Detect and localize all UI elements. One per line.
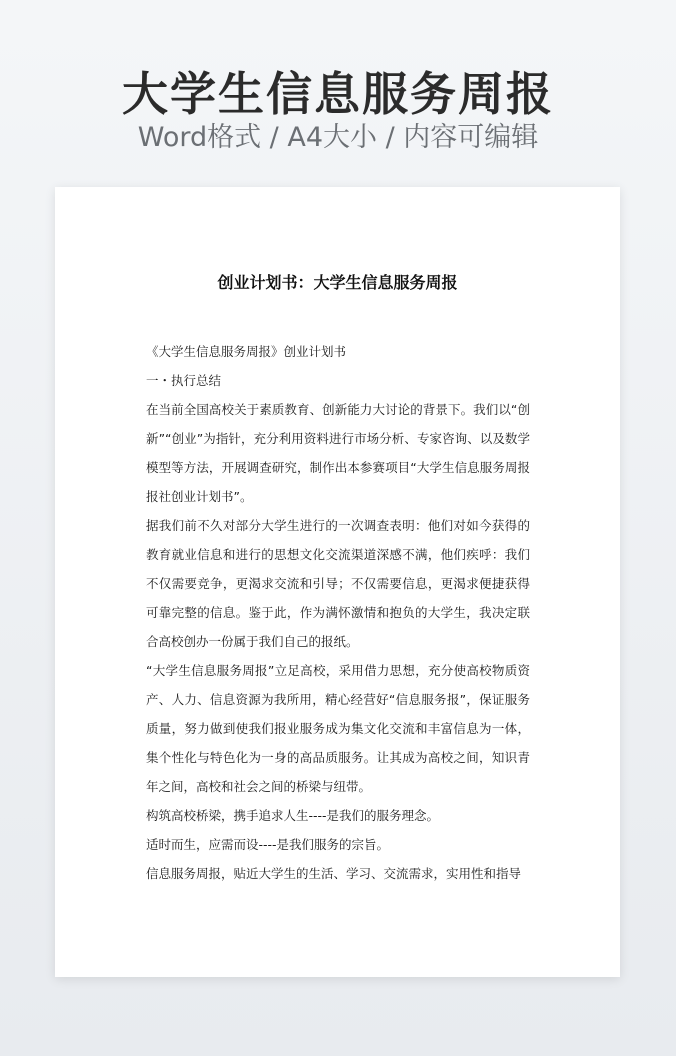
document-paragraph: 在当前全国高校关于素质教育、创新能力大讨论的背景下。我们以“创新”“创业”为指针，充分利用资料进行市场分析、专家咨询、以及数学模型等方法，开展调查研究，制作出本参赛项目“大学生信息服务周报报社创业计划书”。 — [146, 402, 530, 504]
document-paragraph: 《大学生信息服务周报》创业计划书 — [146, 344, 347, 359]
document-paragraph: 据我们前不久对部分大学生进行的一次调查表明：他们对如今获得的教育就业信息和进行的思想文化交流渠道深感不满，他们疾呼：我们不仅需要竞争，更渴求交流和引导；不仅需要信息，更渴求便捷获得可靠完整的信息。鉴于此，作为满怀激情和抱负的大学生，我决定联合高校创办一份属于我们自己的报纸。 — [146, 518, 530, 649]
section-heading: 一・执行总结 — [146, 373, 222, 388]
document-paragraph: “大学生信息服务周报”立足高校，采用借力思想，充分使高校物质资产、人力、信息资源为我所用，精心经营好“信息服务报”，保证服务质量，努力做到使我们报业服务成为集文化交流和丰富信息为一体，集个性化与特色化为一身的高品质服务。让其成为高校之间，知识青年之间，高校和社会之间的桥梁与纽带。 — [146, 663, 530, 794]
document-page — [55, 187, 620, 977]
banner-subtitle: Word格式 / A4大小 / 内容可编辑 — [137, 122, 539, 153]
document-body — [146, 337, 530, 888]
document-paragraph: 信息服务周报，贴近大学生的生活、学习、交流需求，实用性和指导 — [146, 866, 522, 881]
document-paragraph: 构筑高校桥梁，携手追求人生----是我们的服务理念。 — [146, 808, 440, 823]
banner-title: 大学生信息服务周报 — [122, 67, 554, 121]
document-paragraph: 适时而生，应需而设----是我们服务的宗旨。 — [146, 837, 390, 852]
document-title: 创业计划书：大学生信息服务周报 — [217, 273, 458, 292]
